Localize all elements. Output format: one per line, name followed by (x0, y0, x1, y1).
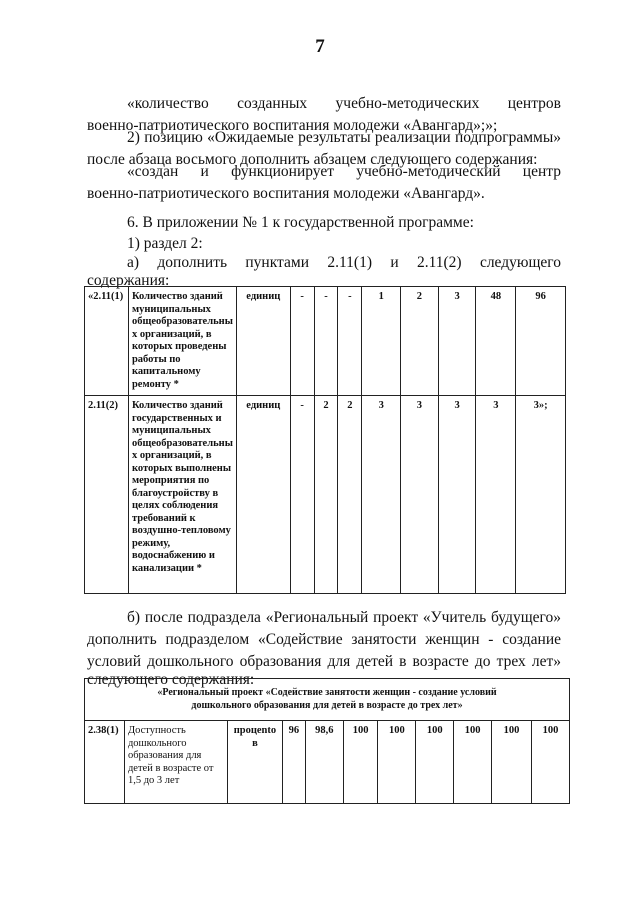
value-cell: 100 (454, 721, 492, 804)
p3-line2: военно-патриотического воспитания молодежи «Авангард». (87, 185, 485, 202)
table-header-row (85, 679, 570, 721)
row-unit: единиц (236, 287, 290, 396)
row-unit: единиц (236, 396, 290, 594)
value-cell: - (290, 396, 314, 594)
value-cell: 3 (476, 396, 516, 594)
row-number: «2.11(1) (85, 287, 129, 396)
table-2 (84, 678, 570, 804)
value-cell: 3 (438, 396, 476, 594)
p4-line: 6. В приложении № 1 к государственной программе: (127, 214, 474, 231)
row-description: Количество зданий муниципальных общеобразовательны х организаций, в которых проведены работы по капитальному ремонту * (128, 287, 236, 396)
p7-line2: дополнить подразделом «Содействие занятости женщин - создание (87, 631, 561, 648)
value-cell: 48 (476, 287, 516, 396)
table-row (85, 396, 566, 594)
row-number: 2.38(1) (85, 721, 125, 804)
row-description: Доступность дошкольного образования для детей в возрасте от 1,5 до 3 лет (124, 721, 227, 804)
value-cell: 96 (516, 287, 566, 396)
value-cell: 100 (378, 721, 416, 804)
row-number: 2.11(2) (85, 396, 129, 594)
table-row (85, 721, 570, 804)
p7-line4: следующего содержания: (87, 671, 255, 688)
row-unit: процento в (228, 721, 283, 804)
value-cell: 3»; (516, 396, 566, 594)
p6-line2: содержания: (87, 272, 170, 289)
p3-line1: «создан и функционирует учебно-методический центр (127, 163, 561, 180)
value-cell: 98,6 (305, 721, 343, 804)
value-cell: 100 (492, 721, 532, 804)
page-number: 7 (315, 36, 325, 57)
p7-line1: б) после подраздела «Региональный проект «Учитель будущего» (127, 609, 561, 626)
value-cell: 2 (401, 287, 439, 396)
value-cell: 100 (343, 721, 378, 804)
p2-line1: 2) позицию «Ожидаемые результаты реализации подпрограммы» (127, 129, 561, 146)
p6-line1: а) дополнить пунктами 2.11(1) и 2.11(2) следующего (127, 254, 561, 271)
paragraph-4 (87, 212, 561, 234)
value-cell: 2 (314, 396, 338, 594)
value-cell: 3 (362, 396, 401, 594)
p1-line2: военно-патриотического воспитания молодежи «Авангард»;»; (87, 117, 498, 134)
section-header: «Региональный проект «Содействие занятости женщин - создание условий дошкольного образования для детей в возрасте до трех лет» (85, 679, 570, 721)
value-cell: 100 (532, 721, 570, 804)
p5-line: 1) раздел 2: (127, 235, 203, 252)
value-cell: 96 (282, 721, 305, 804)
value-cell: - (290, 287, 314, 396)
value-cell: 100 (416, 721, 454, 804)
value-cell: - (314, 287, 338, 396)
value-cell: 2 (338, 396, 362, 594)
value-cell: 1 (362, 287, 401, 396)
value-cell: 3 (438, 287, 476, 396)
value-cell: - (338, 287, 362, 396)
paragraph-3 (87, 161, 561, 205)
p7-line3: условий дошкольного образования для детей в возрасте до трех лет» (87, 653, 561, 670)
p1-line1: «количество созданных учебно-методических центров (127, 95, 561, 112)
p2-line2: после абзаца восьмого дополнить абзацем следующего содержания: (87, 151, 538, 168)
row-description: Количество зданий государственных и муниципальных общеобразовательны х организаций, в которых выполнены мероприятия по благоустройству в целях соблюдения требований к воздушно-тепловому режиму, водоснабжению и канализации * (128, 396, 236, 594)
table-row (85, 287, 566, 396)
table-1 (84, 286, 566, 594)
value-cell: 3 (401, 396, 439, 594)
